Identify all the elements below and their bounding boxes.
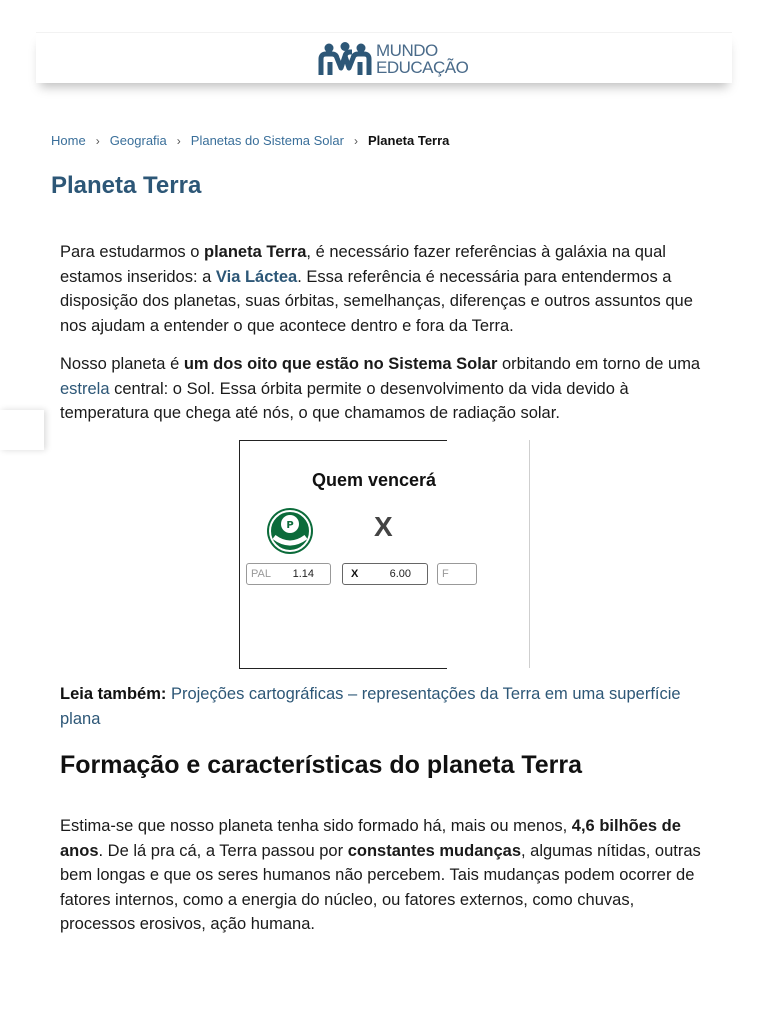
odd-button-pal[interactable]: [246, 563, 331, 585]
link-via-lactea[interactable]: Via Láctea: [215, 267, 298, 286]
paragraph: [60, 352, 712, 426]
svg-text:P: P: [286, 520, 294, 531]
odd-key: X: [351, 568, 359, 580]
breadcrumb-separator-icon: ›: [353, 133, 358, 148]
logo-line-2: EDUCAÇÃO: [376, 58, 469, 77]
text: Nosso planeta é: [60, 355, 184, 373]
paragraph: [60, 240, 712, 338]
article-intro: [60, 240, 712, 440]
text: central: o Sol. Essa órbita permite o desenvolvimento da vida devido à temperatura que chega até nós, o que chamamos de radiação solar.: [60, 379, 629, 422]
text: Para estudarmos o: [60, 243, 204, 261]
breadcrumb-geografia[interactable]: Geografia: [109, 133, 167, 148]
versus-label: X: [374, 511, 393, 542]
site-logo[interactable]: [320, 39, 468, 79]
article-section: [60, 814, 712, 937]
odd-button-draw[interactable]: [342, 563, 428, 585]
emphasis: 4,6 bilhões de anos: [60, 817, 681, 860]
odd-key: F: [442, 568, 449, 580]
text: . De lá pra cá, a Terra passou por: [98, 841, 348, 860]
text: , algumas nítidas, outras bem longas e que os seres humanos não percebem. Tais mudanças podem ocorrer de fatores internos, como a energia do núcleo, ou fatores externos, como chuvas, processos erosivos, ação humana.: [60, 841, 701, 933]
logo-wordmark: [376, 42, 468, 76]
paragraph: [60, 814, 712, 937]
palmeiras-crest-icon: [266, 507, 314, 555]
read-also-label: Leia também:: [60, 685, 167, 703]
emphasis: constantes mudanças: [347, 841, 521, 860]
site-header: [36, 32, 732, 83]
breadcrumb-separator-icon: ›: [176, 133, 181, 148]
odd-button-away[interactable]: [437, 563, 477, 585]
breadcrumb-planetas[interactable]: Planetas do Sistema Solar: [190, 133, 344, 148]
logo-people-icon: [320, 42, 370, 76]
breadcrumb-current: Planeta Terra: [367, 133, 450, 148]
odd-key: PAL: [251, 568, 271, 580]
odd-value: 1.14: [292, 568, 314, 580]
ad-divider: [529, 440, 530, 668]
text: orbitando em torno de uma: [497, 355, 701, 373]
page-title: Planeta Terra: [51, 172, 202, 199]
ad-title: Quem vencerá: [312, 470, 437, 490]
text: . Essa referência é necessária para entendermos a disposição dos planetas, suas órbitas, semelhanças, diferenças e outros assuntos que nos ajudam a entender o que acontece dentro e fora da Terra.: [60, 267, 693, 335]
side-panel-tab[interactable]: [0, 410, 44, 450]
emphasis: planeta Terra: [204, 243, 307, 261]
betting-ad[interactable]: [239, 440, 447, 669]
text: , é necessário fazer referências à galáxia na qual estamos inseridos: a: [60, 243, 666, 286]
emphasis: um dos oito que estão no Sistema Solar: [183, 355, 498, 373]
section-title: Formação e características do planeta Terra: [60, 751, 582, 779]
link-estrela[interactable]: estrela: [60, 379, 110, 398]
breadcrumb-separator-icon: ›: [95, 133, 100, 148]
read-also-link[interactable]: Projeções cartográficas – representações da Terra em uma superfície plana: [60, 685, 681, 728]
breadcrumb-home[interactable]: Home: [51, 133, 86, 148]
logo-line-1: MUNDO: [376, 41, 438, 60]
read-also: [60, 682, 700, 731]
text: Estima-se que nosso planeta tenha sido formado há, mais ou menos,: [60, 817, 572, 835]
odd-value: 6.00: [389, 568, 411, 580]
breadcrumb: [51, 133, 449, 148]
